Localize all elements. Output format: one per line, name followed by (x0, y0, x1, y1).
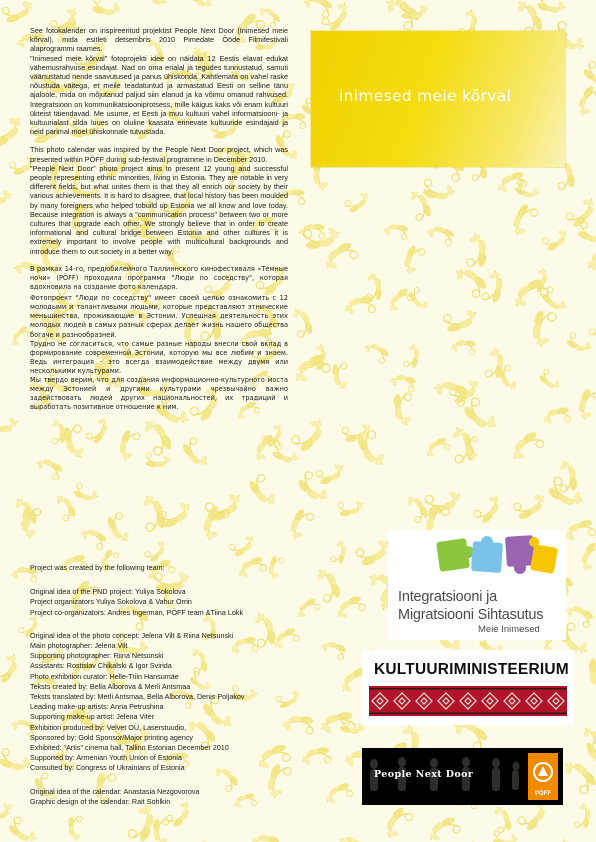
russian-paragraph-3: Трудно не согласиться, что самые разные народы внесли свой вклад в формирование современной Эстонии, которую мы все любим и знаем. Ведь интеграция - это всегда взаимодействие между двумя или несколькими культурами. (30, 339, 288, 375)
floral-sprig (2, 0, 34, 24)
english-section (30, 145, 288, 255)
floral-sprig (569, 385, 596, 423)
floral-sprig (584, 310, 596, 342)
credit-line: Project organizators Yuliya Sokolova & Vahur Orrin (30, 597, 192, 607)
credit-line: Original idea of the photo concept: Jelena Vilt & Riina Netsunski (30, 630, 234, 640)
floral-sprig (342, 421, 372, 444)
floral-sprig (180, 435, 211, 471)
floral-sprig (291, 307, 313, 337)
pnd-logo-text: People Next Door (374, 769, 474, 780)
russian-section (30, 265, 288, 413)
floral-sprig (443, 307, 477, 333)
floral-sprig (447, 425, 479, 465)
floral-sprig (569, 82, 596, 119)
ethnic-ornament-band-icon (369, 686, 567, 716)
credit-line: Original idea of the calendar: Anastasia Nezgovorova (30, 786, 200, 796)
floral-sprig (291, 352, 332, 385)
credit-line: Main photographer: Jelena Vilt (30, 641, 128, 651)
credit-line: Supporting make-up artist: Jelena Viter (30, 712, 155, 722)
floral-sprig (542, 404, 572, 428)
credit-line: Sponsored by: Gold Sponsor/Major printing agency (30, 732, 194, 742)
floral-sprig (343, 190, 372, 214)
floral-sprig (582, 654, 596, 693)
floral-sprig (70, 478, 101, 508)
floral-sprig (585, 737, 596, 767)
credit-line: Leading make-up artists: Anna Petrushina (30, 702, 164, 712)
floral-sprig (336, 497, 364, 519)
floral-sprig (336, 829, 366, 842)
estonian-paragraph-1: See fotokalender on inspireeritud projektist People Next Door (Inimesed meie kõrval), mida esitleti detsembris 2010 Pimedate Ööde Filmifestivali alaprogrammi raames. (30, 26, 288, 54)
ministry-of-culture-logo (362, 650, 574, 725)
credits-section (30, 563, 330, 807)
floral-sprig (295, 468, 332, 509)
floral-sprig (287, 416, 331, 456)
floral-sprig (62, 813, 87, 842)
floral-sprig (564, 519, 596, 543)
floral-sprig (387, 390, 419, 428)
credit-line: Photo exhibition curator: Helle-Triin Hansumäe (30, 671, 179, 681)
floral-sprig (55, 494, 77, 522)
credit-line: Exhibition produced by: Velvet OÜ, Laserstuudio, (30, 722, 187, 732)
integration-foundation-logo (388, 530, 566, 640)
puzzle-pieces-icon (408, 530, 558, 588)
floral-sprig (541, 227, 571, 252)
banner-title: inimesed meie kõrval (339, 87, 512, 105)
ministry-logo-text: KULTUURIMINISTEERIUM (374, 661, 569, 678)
floral-sprig (562, 195, 596, 231)
floral-sprig (142, 0, 170, 12)
credit-line: Assistants: Rostislav Chikalski & Igor Svirida (30, 661, 172, 671)
floral-sprig (141, 417, 173, 457)
floral-sprig (384, 286, 416, 314)
floral-sprig (0, 181, 14, 213)
floral-sprig (249, 827, 283, 842)
floral-sprig (543, 471, 587, 516)
floral-sprig (110, 426, 146, 463)
floral-sprig (573, 539, 596, 575)
floral-sprig (186, 0, 214, 14)
credits-title: Project was created by the following team: (30, 563, 165, 572)
credit-line: Consulted by: Congress of Ukrainians of Estonia (30, 763, 185, 773)
floral-sprig (106, 512, 131, 544)
floral-sprig (381, 217, 412, 245)
credit-line: Teksts created by: Bella Alborova & Merli Antsmaa (30, 681, 191, 691)
floral-sprig (5, 812, 40, 842)
floral-sprig (424, 218, 458, 251)
floral-sprig (395, 241, 430, 277)
credits-group-project (30, 587, 330, 618)
floral-sprig (449, 333, 480, 360)
floral-sprig (430, 371, 473, 414)
integration-logo-line2: Migratsiooni Sihtasutus (398, 607, 544, 623)
floral-sprig (537, 366, 563, 394)
floral-sprig (398, 341, 426, 371)
floral-sprig (459, 230, 496, 272)
estonian-paragraph-2: "Inimesed meie kõrval" fotoprojekti idee on näidata 12 Eestis elavat edukat vähemusrahvuse esindajat. Nad on oma erialal ja tegudes tunnustatud, samuti väärtustatud nende saavutused ja panus ühiskonda. Kahtlemata on vahel raske nõustuda väitega, et meile teadatuntud ja armastatud Eesti on selline tänu ajaloole, mida on mõjutanud paljud siin elanud ja ka võimu omanud rahvused. Integratsioon on kommunikatsiooniprotsess, mille käigus kaks või enam kultuuri ükteist täiendavad. Me usume, et Eesti ja muu kultuuri vahel informatsiooni- ja kultuurialast silda luues on oluline kaasata erinevate kultuuride esindajaid ja neid parimal moel ühiskonnale tutvustada. (30, 53, 288, 137)
floral-sprig (478, 345, 512, 382)
credit-line: Project co-organizators: Andres Ingerman, PÖFF team &Tiina Lokk (30, 607, 244, 617)
floral-sprig (507, 429, 547, 463)
floral-sprig (247, 472, 279, 510)
floral-sprig (33, 451, 66, 485)
floral-sprig (522, 305, 564, 350)
floral-sprig (451, 838, 481, 842)
russian-paragraph-2: Фотопроект "Люди по соседству" имеет своей целью ознакомить с 12 молодыми и талантливыми людьми, которые представляют этнические меньшинства, проживающие в Эстонии. Успешная деятельность этих молодых людей в самых разных сферах делает жизнь нашего общества богаче и разнообразней. (30, 294, 288, 339)
credits-group-calendar (30, 787, 330, 807)
credit-line: Supporting photographer: Riina Netsunski (30, 651, 164, 661)
floral-sprig (387, 367, 419, 398)
intro-text-column (30, 26, 288, 421)
floral-sprig (546, 836, 579, 842)
floral-sprig (0, 651, 26, 687)
floral-sprig (300, 0, 336, 23)
floral-sprig (407, 285, 430, 312)
credit-line: Supported by: Armenian Youth Union of Estonia (30, 753, 182, 763)
floral-sprig (362, 336, 392, 367)
english-paragraph-1: This photo calendar was inspired by the People Next Door project, which was presented within PÖFF during sub-festival programme in December 2010. (30, 145, 288, 164)
people-next-door-logo (362, 748, 563, 805)
floral-sprig (492, 806, 514, 834)
floral-sprig (334, 595, 366, 620)
floral-sprig (423, 436, 451, 459)
integration-logo-line3: Meie Inimesed (478, 624, 540, 635)
floral-sprig (426, 815, 461, 842)
credit-line: Exhibited: "Artis" cinema hall, Tallinn Estonian December 2010 (30, 743, 229, 753)
floral-sprig (460, 393, 500, 437)
floral-sprig (88, 0, 124, 24)
floral-sprig (470, 492, 508, 527)
floral-sprig (0, 802, 13, 824)
floral-sprig (78, 521, 110, 554)
credit-line: Original idea of the PND project: Yuliya Sokolova (30, 587, 186, 597)
floral-sprig (142, 447, 173, 474)
poff-label: PÖFF (535, 791, 551, 797)
floral-sprig (328, 361, 353, 391)
floral-sprig (138, 493, 169, 533)
floral-sprig (228, 533, 258, 558)
floral-sprig (377, 803, 418, 842)
floral-sprig (569, 800, 596, 832)
floral-sprig (355, 537, 393, 567)
floral-sprig (503, 200, 543, 239)
floral-sprig (512, 492, 548, 521)
estonian-section (30, 26, 288, 136)
floral-sprig (561, 754, 596, 798)
floral-sprig (586, 245, 596, 273)
credits-group-photo (30, 631, 330, 774)
credit-line: Teksts translated by: Merli Antsmaa, Bella Alborova, Denis Poljakov (30, 692, 245, 702)
russian-paragraph-1: В рамках 14-го, предюбилейного Таллиннского кинофестиваля «Темные ночи» (PÖFF) проходила программа "Люди по соседству", которая вдохновила на создание фото календаря. (30, 264, 288, 292)
integration-logo-line1: Integratsiooni ja (398, 589, 497, 605)
floral-sprig (281, 505, 320, 543)
wolf-icon (528, 757, 558, 787)
russian-paragraph-4: Мы твердо верим, что для создания информационно-культурного моста между Эстонией и другими культурами чрезвычайно важно задействовать людей других национальностей, их традиций и выработать позитивное отношение к ним. (30, 376, 288, 412)
floral-sprig (315, 462, 345, 486)
floral-sprig (0, 409, 20, 440)
floral-sprig (0, 114, 27, 150)
credit-line: Graphic design of the calendar: Rait Sohlkin (30, 796, 171, 806)
poff-badge (528, 753, 558, 800)
english-paragraph-2: "People Next Door" photo project aims to present 12 young and successful people representing ethnic minorities, living in Estonia. They are notable in very different fields, but what unites them is that they all enrich our society by their various achievements. It is hard to disagree, that local history has been moulded by many foreigners who helped tobuild up Estonia we all know and love today. Because integration is always a "communication process" between two or more cultures that upgrade each other. We strongly believe that in order to create informational and cultural bridge between Estonia and other cultures it is extremely important to involve people with multicultural backgrounds and introduce them to out society in a better way. (30, 163, 288, 256)
floral-sprig (512, 175, 542, 205)
title-banner (311, 31, 565, 167)
